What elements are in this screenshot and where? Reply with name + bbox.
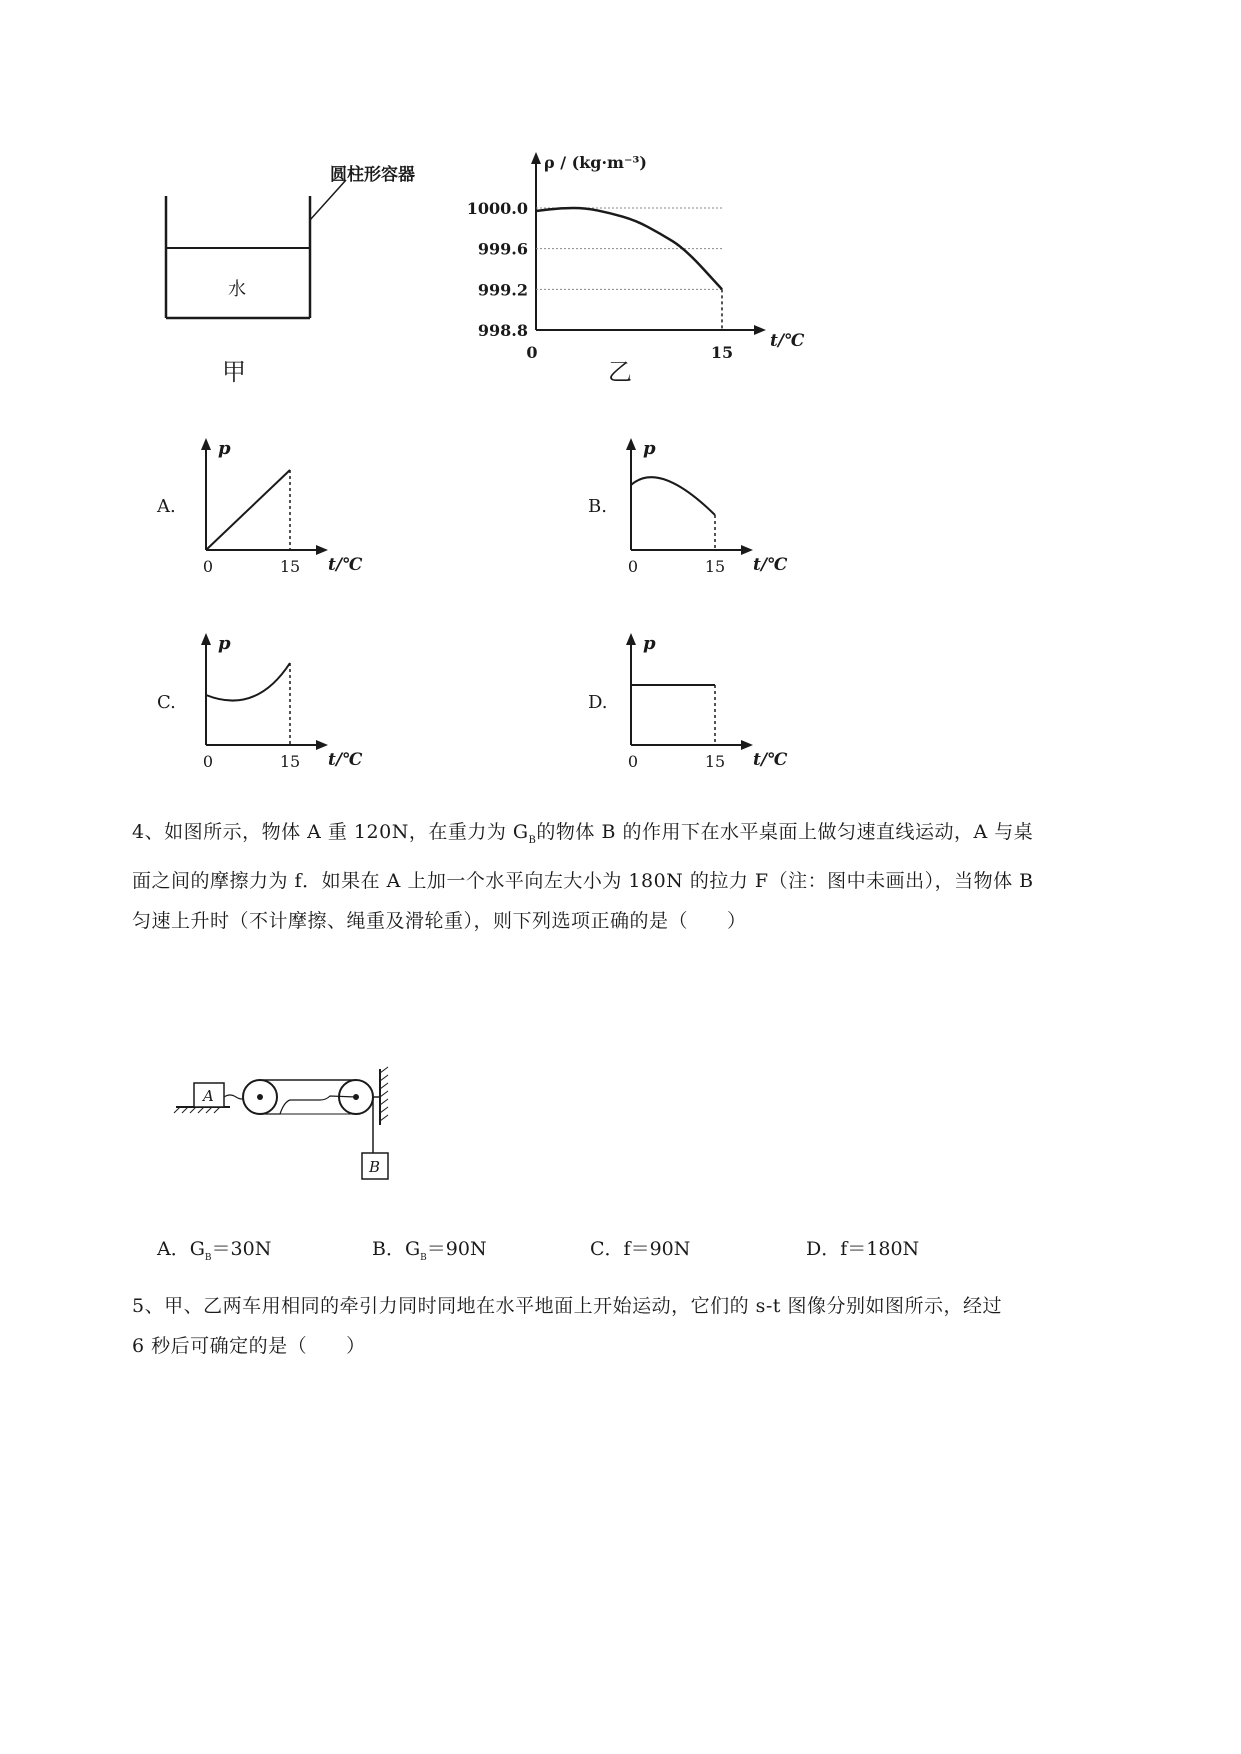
q3-option-b-graph [615, 430, 795, 580]
x-axis-label: t/℃ [328, 750, 363, 770]
container-leader-line [310, 180, 346, 220]
y-axis-arrow [626, 633, 636, 645]
figure-jia-caption: 甲 [222, 358, 246, 386]
y-axis-label: p [218, 633, 231, 654]
q4-option-b: B．$G_B=90N$ [372, 1238, 487, 1263]
q3-option-c-letter: C. [157, 692, 176, 713]
y-axis-arrow [531, 152, 541, 164]
y-axis-arrow [626, 438, 636, 450]
x-axis-arrow [316, 545, 328, 555]
wall-hatch [380, 1067, 388, 1121]
q4-option-a: A．$G_B=30N$ [157, 1238, 272, 1263]
y-axis-label: p [218, 438, 231, 459]
y-axis-label: ρ / (kg·m⁻³) [544, 153, 647, 172]
water-label: 水 [228, 279, 246, 300]
q3-option-b-letter: B. [588, 496, 607, 517]
x-tick-15: 15 [704, 752, 726, 771]
x-axis-label: t/℃ [328, 555, 363, 575]
x-axis-arrow [316, 740, 328, 750]
x-tick-15: 15 [279, 752, 301, 771]
figure-yi-density-chart [460, 150, 820, 390]
x-tick-15: 15 [704, 557, 726, 576]
y-tick-label: 999.2 [477, 280, 528, 300]
q4-pulley-figure [170, 1065, 410, 1185]
q5-line-2: 6 秒后可确定的是（ ） [132, 1335, 366, 1357]
origin-label: 0 [627, 557, 639, 576]
block-b-label: B [369, 1158, 381, 1176]
y-tick-label: 1000.0 [466, 199, 528, 218]
figure-yi-caption: 乙 [608, 358, 632, 386]
x-axis-label: t/℃ [753, 555, 788, 575]
pressure-curve [631, 477, 715, 515]
movable-pulley-axle [257, 1094, 263, 1100]
q4-option-c: C．f＝90N [590, 1238, 691, 1260]
x-axis-label: t/℃ [753, 750, 788, 770]
pressure-curve [206, 470, 290, 550]
origin-label: 0 [202, 557, 214, 576]
q3-option-d-letter: D. [588, 692, 608, 713]
q3-option-a-letter: A. [157, 496, 176, 517]
x-axis-label: t/℃ [770, 331, 805, 351]
x-tick-label: 0 [526, 343, 538, 362]
q5-text [132, 1286, 1092, 1366]
y-axis-label: p [643, 633, 656, 654]
x-axis-arrow [741, 740, 753, 750]
origin-label: 0 [202, 752, 214, 771]
figure-jia [150, 150, 470, 400]
y-axis-arrow [201, 438, 211, 450]
y-tick-label: 998.8 [477, 321, 528, 340]
q4-option-d: D．f＝180N [806, 1238, 920, 1260]
x-axis-arrow [741, 545, 753, 555]
x-axis-arrow [754, 325, 766, 335]
q4-text [132, 812, 1092, 941]
y-tick-label: 999.6 [477, 239, 528, 259]
q4-line-2: 面之间的摩擦力为 f．如果在 A 上加一个水平向左大小为 180N 的拉力 F（注：图中未画出），当物体 B [132, 869, 1034, 892]
origin-label: 0 [627, 752, 639, 771]
q4-line-1: 4、如图所示，物体 A 重 120N，在重力为 $G_B$的物体 B 的作用下在水平桌面上做匀速直线运动，A 与桌 [132, 821, 1034, 846]
x-tick-15: 15 [279, 557, 301, 576]
q3-option-c-graph [190, 625, 370, 775]
x-tick-label: 15 [710, 343, 734, 362]
y-axis-arrow [201, 633, 211, 645]
q3-option-d-graph [615, 625, 815, 775]
q4-line-3: 匀速上升时（不计摩擦、绳重及滑轮重），则下列选项正确的是（ ） [132, 909, 747, 932]
pressure-curve [206, 663, 290, 701]
q5-line-1: 5、甲、乙两车用相同的牵引力同时同地在水平地面上开始运动，它们的 s-t 图像分别如图所示，经过 [132, 1295, 1002, 1317]
y-axis-label: p [643, 438, 656, 459]
q3-option-a-graph [190, 430, 370, 580]
container-label: 圆柱形容器 [330, 165, 415, 185]
block-a-label: A [203, 1087, 214, 1105]
